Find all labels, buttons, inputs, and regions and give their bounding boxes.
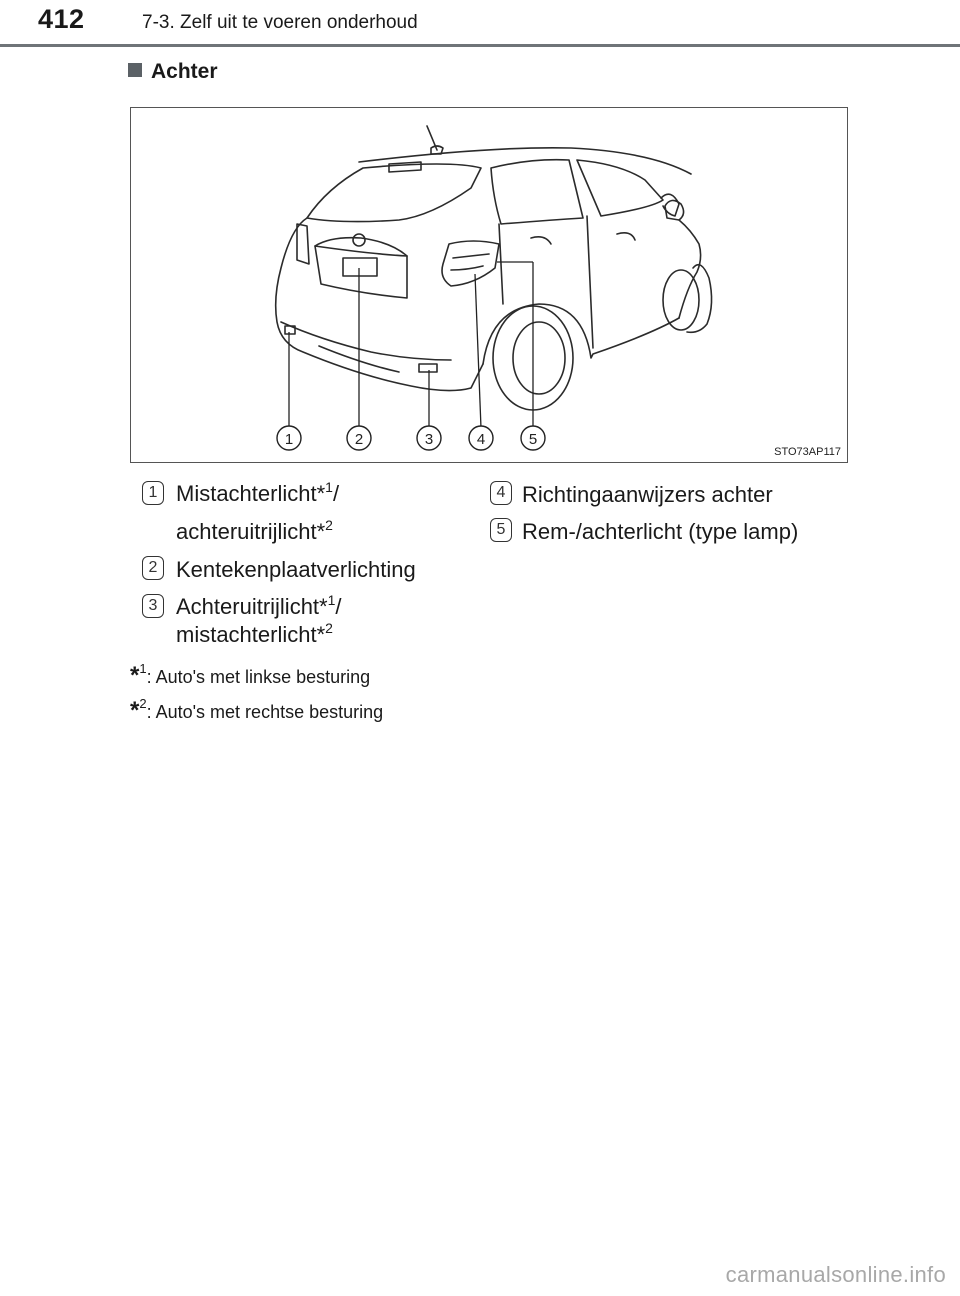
- side-window-front: [577, 160, 663, 216]
- tail-lamp-left: [297, 224, 309, 264]
- callout-5-label: 5: [528, 431, 538, 448]
- license-plate-area: [315, 246, 407, 298]
- footnote-1-text: : Auto's met linkse besturing: [146, 667, 371, 687]
- footnote-1: [130, 662, 370, 690]
- legend-item-1-sep: /: [332, 481, 340, 506]
- side-window-rear: [491, 160, 583, 224]
- figure-code: STO73AP117: [774, 446, 841, 458]
- legend-item-3: Achteruitrijlicht*$^1$/: [176, 592, 342, 619]
- legend-item-3-sup: 1: [327, 592, 336, 608]
- legend-badge-4: 4: [490, 481, 512, 505]
- legend-item-3-sep: /: [335, 594, 342, 619]
- footnote-2: [130, 697, 383, 725]
- car-rear-drawing: [131, 108, 849, 464]
- legend-item-1-sup2: 2: [325, 517, 333, 533]
- callout-3-label: 3: [424, 431, 434, 448]
- rear-lamp-center: [419, 364, 437, 372]
- legend-item-3-line2: mistachterlicht*$^2$: [176, 620, 333, 647]
- legend-badge-2: 2: [142, 556, 164, 580]
- page-number: 412: [38, 4, 85, 34]
- chapter-title: 7-3. Zelf uit te voeren onderhoud: [142, 12, 418, 33]
- section-heading: [128, 60, 218, 84]
- car-rear-illustration: [130, 107, 848, 463]
- legend-badge-5: 5: [490, 518, 512, 542]
- section-heading-text: Achter: [151, 60, 218, 83]
- callout-1-label: 1: [284, 431, 294, 448]
- footnote-2-mark: *: [130, 697, 140, 724]
- callout-4-label: 4: [476, 431, 486, 448]
- footnote-1-sup: 1: [139, 661, 147, 676]
- legend-item-1-text: Mistachterlicht: [176, 481, 317, 506]
- legend-badge-1: 1: [142, 481, 164, 505]
- rear-window: [307, 164, 481, 222]
- callout-2-label: 2: [354, 431, 364, 448]
- legend-item-5: Rem-/achterlicht (type lamp): [522, 519, 799, 544]
- legend-item-2: Kentekenplaatverlichting: [176, 557, 416, 582]
- front-wheel: [663, 270, 699, 330]
- legend-item-4: Richtingaanwijzers achter: [522, 482, 773, 507]
- footnote-2-sup: 2: [139, 696, 147, 711]
- side-mirror: [665, 200, 684, 220]
- tail-lamp-right: [442, 241, 499, 286]
- legend-badge-3: 3: [142, 594, 164, 618]
- legend-item-3-text2: mistachterlicht: [176, 622, 317, 647]
- legend-item-3-sup2: 2: [325, 620, 333, 636]
- header-rule: [0, 44, 960, 47]
- page-header: [0, 0, 960, 48]
- legend-item-1-sup: 1: [325, 479, 333, 495]
- legend-item-3-text: Achteruitrijlicht: [176, 594, 320, 619]
- license-plate: [343, 258, 377, 276]
- footnote-2-text: : Auto's met rechtse besturing: [146, 702, 384, 722]
- footnote-1-mark: *: [130, 662, 140, 689]
- watermark: carmanualsonline.info: [725, 1262, 946, 1287]
- legend-item-1-text2: achteruitrijlicht: [176, 519, 317, 544]
- legend-item-1-line2: achteruitrijlicht*$^2$: [176, 517, 333, 544]
- square-bullet-icon: [128, 63, 142, 77]
- legend-item-1: Mistachterlicht*$^1$/: [176, 479, 340, 506]
